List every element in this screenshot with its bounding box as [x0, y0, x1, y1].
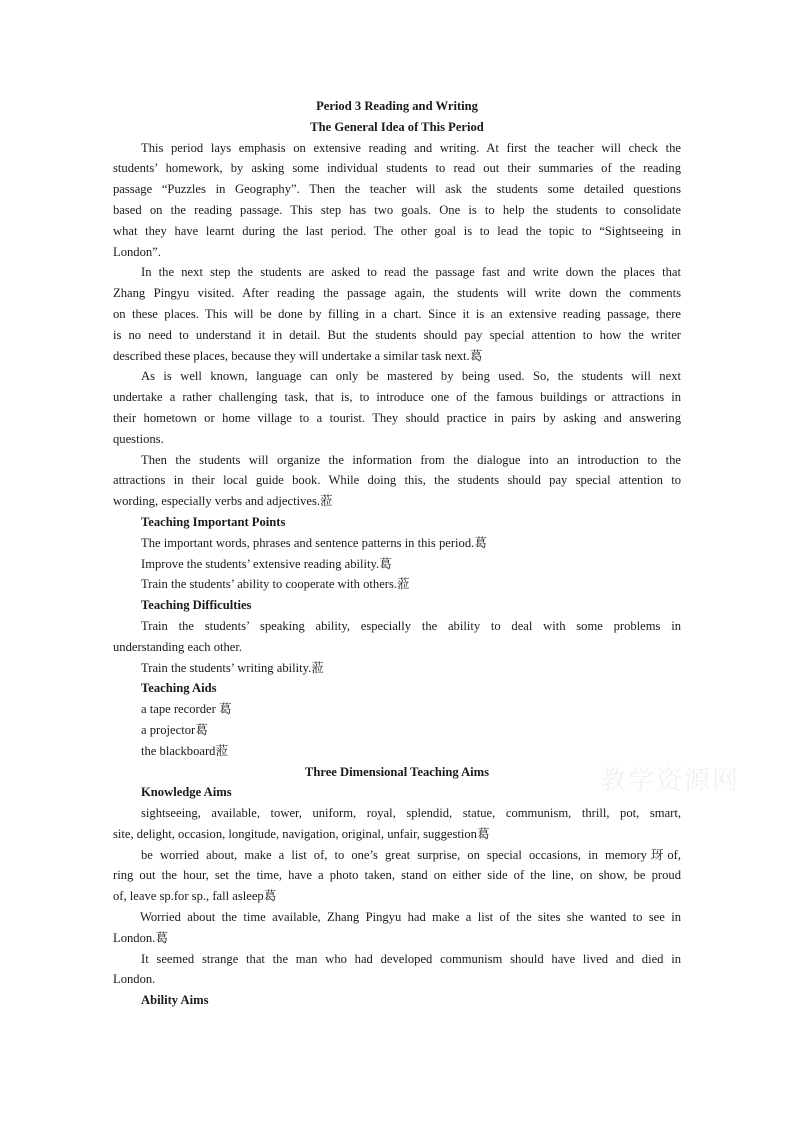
text-line: Train the students’ writing ability.蒞: [141, 660, 324, 675]
paragraph-overview: [113, 138, 681, 263]
text-line: As is well known, language can only be mastered by being used. So, the students will next: [141, 369, 681, 384]
text-line: London.葛: [113, 930, 168, 945]
section-heading-general-idea: The General Idea of This Period: [310, 119, 484, 134]
paragraph-organize: [113, 450, 681, 512]
list-item: The important words, phrases and sentence patterns in this period.葛: [141, 535, 487, 550]
text-line: based on the reading passage. This step has two goals. One is to help the students to consolidate: [113, 202, 681, 217]
text-line: of, leave sp.for sp., fall asleep葛: [113, 889, 277, 904]
text-line: understanding each other.: [113, 639, 243, 654]
text-line: be worried about, make a list of, to one’s great surprise, on special occasions, in memory玡of,: [141, 847, 681, 862]
text-line: It seemed strange that the man who had developed communism should have lived and died in: [141, 951, 681, 966]
text-line: Worried about the time available, Zhang Pingyu had make a list of the sites she wanted to see in: [140, 910, 681, 925]
text-line: London.: [113, 972, 156, 987]
text-line: their hometown or home village to a tourist. They should practice in pairs by asking and answering: [113, 410, 681, 425]
watermark: 教学资源网: [600, 766, 741, 796]
heading-ability-aims: Ability Aims: [141, 993, 209, 1008]
text-line: London”.: [113, 244, 161, 259]
text-line: undertake a rather challenging task, that is, to introduce one of the famous buildings or attractions in: [113, 390, 681, 405]
text-line: passage “Puzzles in Geography”. Then the teacher will ask the students some detailed questions: [113, 182, 681, 197]
text-line: sightseeing, available, tower, uniform, royal, splendid, statue, communism, thrill, pot, smart,: [141, 806, 681, 821]
document-page: [113, 96, 681, 1011]
text-line: This period lays emphasis on extensive reading and writing. At first the teacher will check the: [141, 140, 681, 155]
heading-important-points: Teaching Important Points: [141, 514, 286, 529]
text-line: students’ homework, by asking some individual students to read out their summaries of the reading: [113, 161, 681, 176]
section-heading-three-dimensional: Three Dimensional Teaching Aims: [304, 764, 490, 779]
list-item: the blackboard蒞: [141, 743, 229, 758]
text-line: In the next step the students are asked to read the passage fast and write down the places that: [141, 265, 681, 280]
list-item: a projector葛: [141, 722, 208, 737]
text-line: wording, especially verbs and adjectives.蒞: [113, 494, 333, 509]
text-line: Then the students will organize the information from the dialogue into an introduction to the: [141, 452, 681, 467]
list-item: Improve the students’ extensive reading ability.葛: [141, 556, 392, 571]
text-line: on these places. This will be done by filling in a chart. Since it is an extensive reading passage, there: [113, 306, 681, 321]
text-line: Train the students’ speaking ability, especially the ability to deal with some problems in: [141, 618, 681, 633]
text-line: what they have learnt during the last period. The other goal is to lead the topic to “Sightseeing in: [113, 223, 681, 238]
paragraph-next-step: [113, 262, 681, 366]
list-item: a tape recorder 葛: [141, 702, 232, 717]
text-line: ring out the hour, set the time, have a photo taken, stand on either side of the line, on show, be proud: [113, 868, 681, 883]
text-line: is no need to understand it in detail. But the students should pay special attention to how the writer: [113, 327, 681, 342]
text-line: Zhang Pingyu visited. After reading the passage again, the students will write down the comments: [113, 286, 681, 301]
paragraph-language: [113, 366, 681, 449]
period-title: Period 3 Reading and Writing: [316, 99, 478, 113]
heading-teaching-aids: Teaching Aids: [141, 681, 217, 696]
text-line: site, delight, occasion, longitude, navigation, original, unfair, suggestion葛: [113, 826, 490, 841]
heading-difficulties: Teaching Difficulties: [141, 598, 252, 613]
text-line: described these places, because they will undertake a similar task next.葛: [113, 348, 483, 363]
text-line: questions.: [113, 431, 164, 446]
text-line: attractions in their local guide book. While doing this, the students should pay special attention to: [113, 473, 681, 488]
list-item: Train the students’ ability to cooperate with others.蒞: [141, 577, 410, 592]
heading-knowledge-aims: Knowledge Aims: [141, 785, 232, 800]
